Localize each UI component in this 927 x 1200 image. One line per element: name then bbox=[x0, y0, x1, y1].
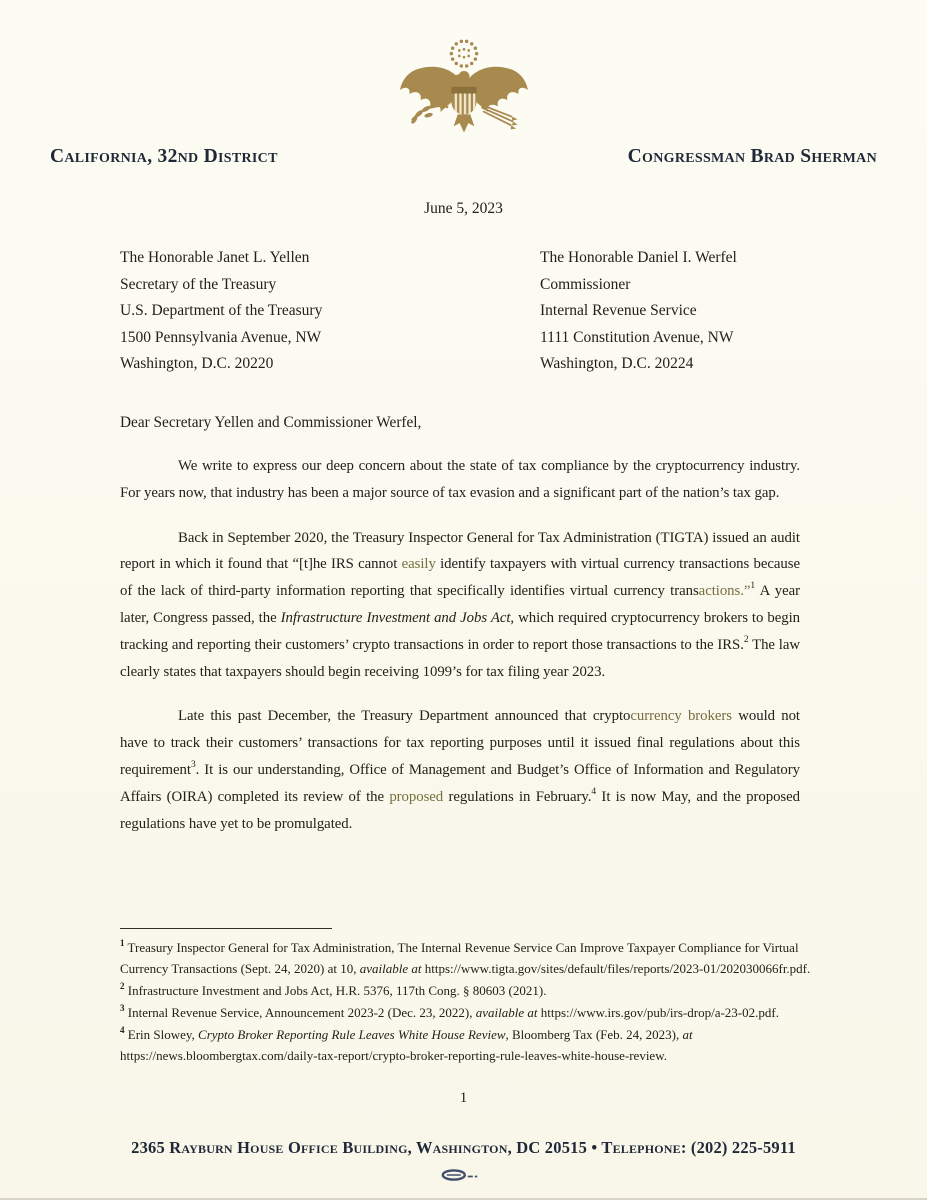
paragraph-1: We write to express our deep concern about the state of tax compliance by the cryptocurrency industry. For years now, that industry has been a major source of tax evasion and a significant part of the nation’s tax gap. bbox=[120, 458, 800, 501]
congressman-label: Congressman Brad Sherman bbox=[627, 146, 877, 167]
salutation: Dear Secretary Yellen and Commissioner Werfel, bbox=[120, 414, 422, 431]
page-number: 1 bbox=[459, 1090, 468, 1106]
address-line: The Honorable Daniel I. Werfel bbox=[540, 249, 737, 266]
union-bug-icon bbox=[440, 1168, 480, 1182]
address-line: U.S. Department of the Treasury bbox=[120, 302, 323, 319]
great-seal-eagle-icon bbox=[393, 30, 535, 142]
letter-date: June 5, 2023 bbox=[424, 200, 503, 217]
footer-address: 2365 Rayburn House Office Building, Washington, DC 20515 • Telephone: (202) 225-5911 bbox=[131, 1138, 796, 1157]
letterhead bbox=[50, 146, 877, 168]
address-line: Internal Revenue Service bbox=[540, 302, 697, 319]
district-label: California, 32nd District bbox=[50, 146, 278, 167]
footnotes bbox=[120, 937, 818, 1067]
footnote-divider bbox=[120, 928, 332, 929]
footnote-3: $^3$ Internal Revenue Service, Announcement 2023-2 (Dec. 23, 2022), available at https://www.irs.gov/pub/irs-drop/a-23-02.pdf. bbox=[120, 1002, 779, 1020]
address-line: Secretary of the Treasury bbox=[120, 275, 277, 293]
address-line: 1500 Pennsylvania Avenue, NW bbox=[120, 328, 322, 346]
paragraph-3: Late this past December, the Treasury Department announced that cryptocurrency brokers would not have to track their customers’ transactions for tax reporting purposes until it issued final regulations about this requirement$^3$. It is our understanding, Office of Management and Budget’s Office of Information and Regulatory Affairs (OIRA) completed its review of the proposed regulations in February.$^4$ It is now May, and the proposed regulations have yet to be promulgated. bbox=[120, 708, 800, 832]
address-line: Washington, D.C. 20224 bbox=[540, 355, 694, 372]
paragraph-2: Back in September 2020, the Treasury Inspector General for Tax Administration (TIGTA) issued an audit report in which it found that “[t]he IRS cannot easily identify taxpayers with virtual currency transactions because of the lack of third-party information reporting that specifically identifies virtual currency transactions.”$^1$ A year later, Congress passed, the Infrastructure Investment and Jobs Act, which required cryptocurrency brokers to begin tracking and reporting their customers’ crypto transactions in order to report those transactions to the IRS.$^2$ The law clearly states that taxpayers should begin receiving 1099’s for tax filing year 2023. bbox=[120, 529, 800, 680]
footnote-2: $^2$ Infrastructure Investment and Jobs Act, H.R. 5376, 117th Cong. § 80603 (2021). bbox=[120, 980, 547, 998]
footnote-4: $^4$ Erin Slowey, Crypto Broker Reporting Rule Leaves White House Review, Bloomberg Tax (Feb. 24, 2023), at https://news.bloombergtax.com/daily-tax-report/crypto-broker-reporting-rule-leaves-white-house-review. bbox=[120, 1024, 693, 1063]
address-line: 1111 Constitution Avenue, NW bbox=[540, 328, 734, 346]
footnote-1: $^1$ Treasury Inspector General for Tax Administration, The Internal Revenue Service Can Improve Taxpayer Compliance for Virtual Currency Transactions (Sept. 24, 2020) at 10, available at https://www.tigta.gov/sites/default/files/reports/2023-01/202030066fr.pdf. bbox=[120, 937, 811, 976]
recipient-yellen-address bbox=[120, 245, 540, 378]
address-line: Washington, D.C. 20220 bbox=[120, 355, 274, 372]
recipient-addresses bbox=[120, 245, 817, 378]
address-line: Commissioner bbox=[540, 275, 631, 293]
letter-body bbox=[120, 412, 800, 855]
address-line: The Honorable Janet L. Yellen bbox=[120, 249, 310, 266]
recipient-werfel-address bbox=[540, 245, 817, 378]
